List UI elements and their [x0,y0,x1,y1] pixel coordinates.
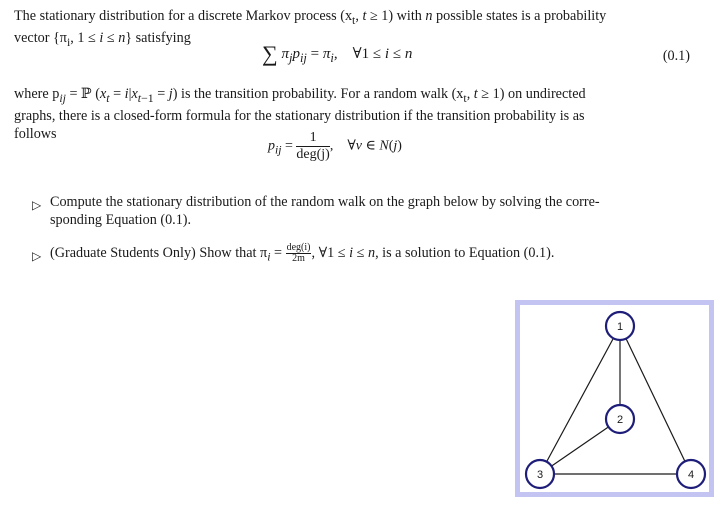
bullet-triangle-icon: ▷ [32,249,42,263]
fraction-degree-over-2m: $\frac{\text{deg(i)}}{2m}$ [286,242,311,264]
transition-line-3: follows [14,125,57,142]
equation-number: (0.1) [662,48,690,64]
node-label-3: 3 [536,469,544,481]
equation-transition: $p_{ij}$ = $\frac{1}{\text{deg(j)}}$ , ∀v ∈ N(j) [268,130,402,162]
graph-figure [515,300,714,497]
transition-line-1: where $p_{ij}$ = ℙ $(x_t = i|x_{t-1} = j)$ is the transition probability. For a random walk ($x_t$, t ≥ 1) on undirected [14,86,586,105]
bullet-1-text: Compute the stationary distribution of the random walk on the graph below by solving the corre- sponding Equation (0.1). [50,194,600,228]
intro-line-1: The stationary distribution for a discrete Markov process ($x_t$, t ≥ 1) with n possible states is a probability [14,8,607,27]
bullet-2-text: (Graduate Students Only) Show that $\pi_i$ = $\frac{\text{deg(i)}}{2m}$ , ∀1 ≤ i ≤ n, is a solution to Equation (0.1). [50,242,555,264]
bullet-triangle-icon: ▷ [32,198,42,212]
fraction-one-over-degree: $\frac{1}{\text{deg(j)}}$ [296,130,330,162]
node-label-2: 2 [616,414,624,426]
intro-line-2: vector {$\pi_i$, 1 ≤ i ≤ n} satisfying [14,29,191,49]
equation-stationary: ∑ $\pi_jp_{ij} = \pi_i$, ∀1 ≤ i ≤ n [262,41,413,66]
transition-line-2: graphs, there is a closed-form formula for the stationary distribution if the transition probability is as [14,107,585,124]
node-label-1: 1 [616,321,624,333]
node-label-4: 4 [687,469,695,481]
